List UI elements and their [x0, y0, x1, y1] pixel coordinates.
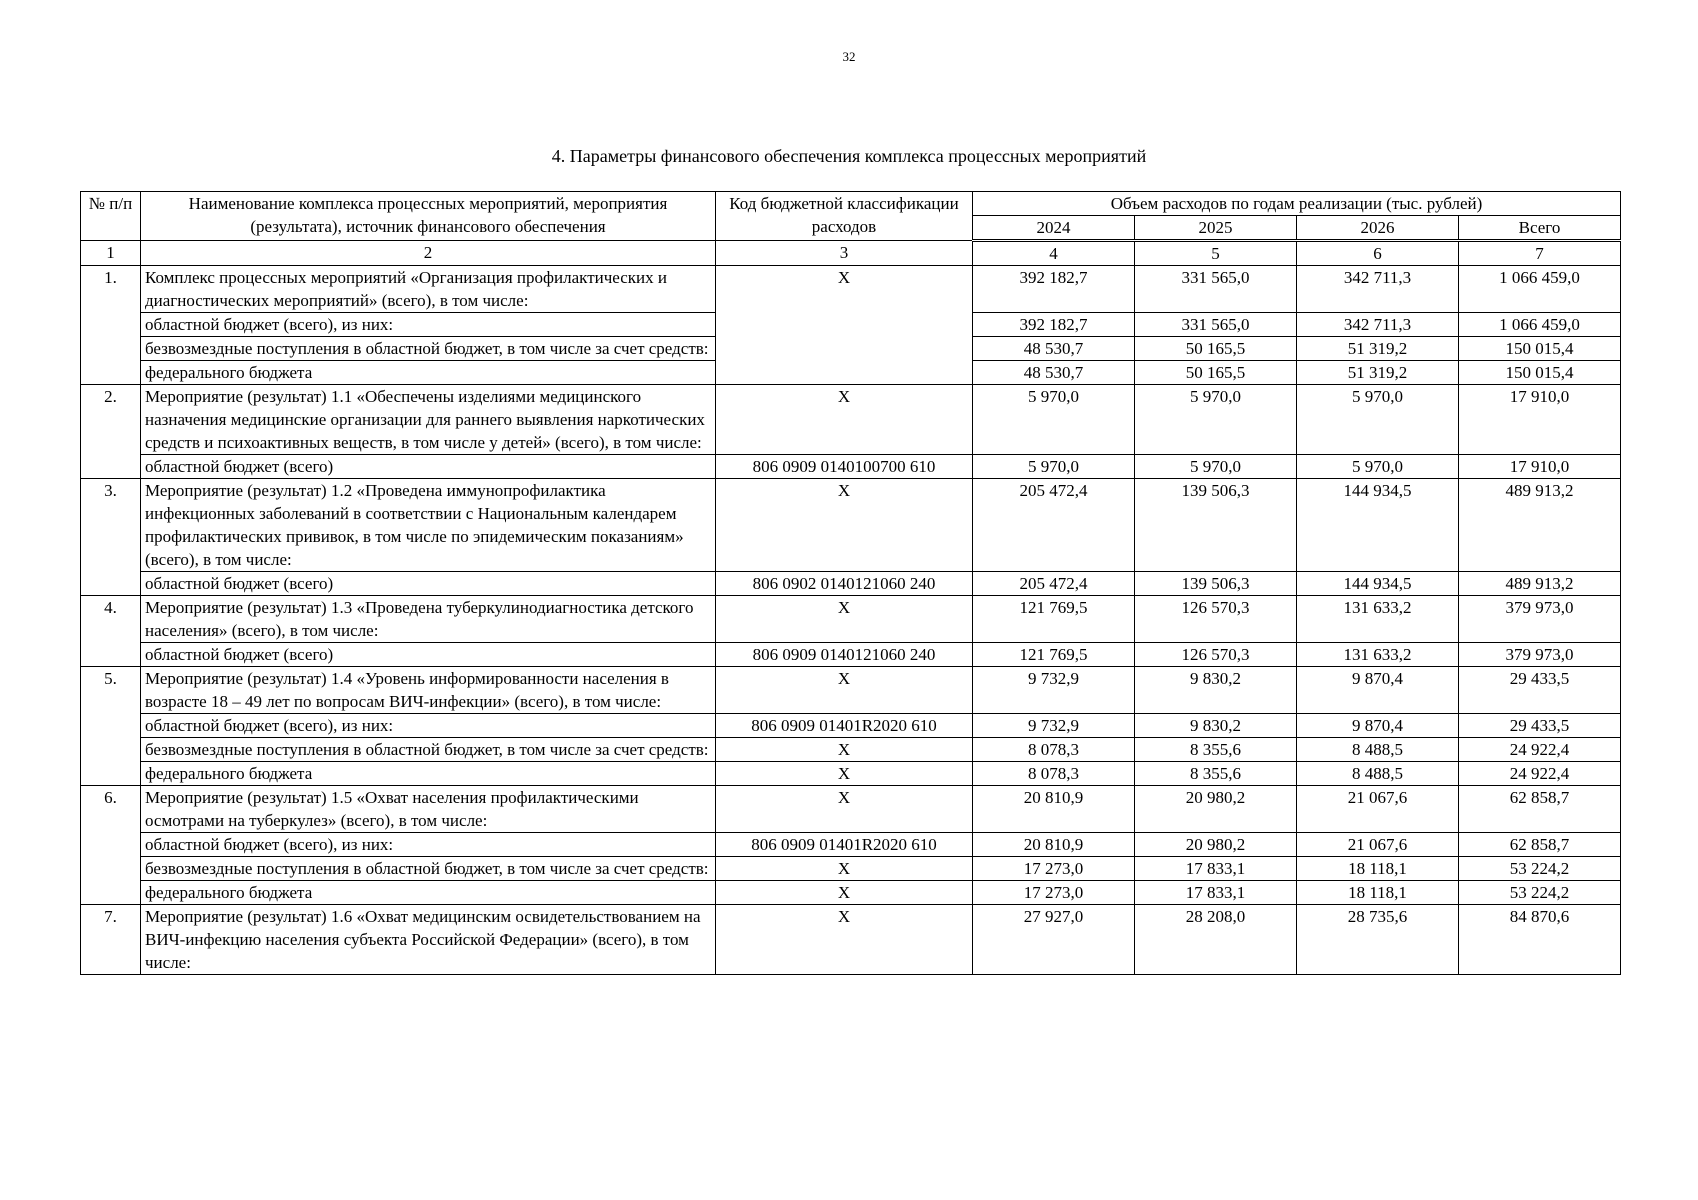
row-value-2024: 392 182,7 [973, 313, 1135, 337]
row-value-2024: 392 182,7 [973, 266, 1135, 313]
row-name: областной бюджет (всего), из них: [141, 833, 716, 857]
header-total: Всего [1459, 216, 1621, 241]
row-value-2024: 17 273,0 [973, 857, 1135, 881]
header-volume: Объем расходов по годам реализации (тыс. рублей) [973, 192, 1621, 216]
row-value-2024: 27 927,0 [973, 905, 1135, 975]
table-row [81, 572, 1621, 596]
row-name: безвозмездные поступления в областной бюджет, в том числе за счет средств: [141, 738, 716, 762]
row-value-2025: 331 565,0 [1135, 266, 1297, 313]
row-name: Мероприятие (результат) 1.2 «Проведена иммунопрофилактика инфекционных заболеваний в соответствии с Национальным календарем профилактических прививок, в том числе по эпидемическим показаниям» (всего), в том числе: [141, 479, 716, 572]
column-number: 2 [141, 241, 716, 266]
table-row [81, 385, 1621, 455]
row-code: X [716, 738, 973, 762]
table-row [81, 643, 1621, 667]
row-value-2026: 144 934,5 [1297, 479, 1459, 572]
row-value-2024: 5 970,0 [973, 385, 1135, 455]
row-value-2026: 18 118,1 [1297, 881, 1459, 905]
row-code: X [716, 786, 973, 833]
row-value-2024: 121 769,5 [973, 596, 1135, 643]
row-value-2026: 51 319,2 [1297, 337, 1459, 361]
row-total: 17 910,0 [1459, 455, 1621, 479]
header-year-2024: 2024 [973, 216, 1135, 241]
row-value-2026: 8 488,5 [1297, 762, 1459, 786]
row-value-2024: 17 273,0 [973, 881, 1135, 905]
row-code: X [716, 479, 973, 572]
row-value-2025: 139 506,3 [1135, 572, 1297, 596]
row-name: федерального бюджета [141, 762, 716, 786]
column-number: 7 [1459, 241, 1621, 266]
row-value-2025: 9 830,2 [1135, 714, 1297, 738]
column-number-row [81, 241, 1621, 266]
row-number: 5. [81, 667, 141, 786]
row-total: 53 224,2 [1459, 857, 1621, 881]
table-row [81, 786, 1621, 833]
row-code: X [716, 762, 973, 786]
row-value-2026: 342 711,3 [1297, 313, 1459, 337]
row-number: 7. [81, 905, 141, 975]
row-value-2026: 9 870,4 [1297, 714, 1459, 738]
page-number: 32 [842, 49, 856, 64]
row-code: X [716, 667, 973, 714]
financing-table [80, 191, 1621, 975]
row-code: X [716, 596, 973, 643]
column-number: 6 [1297, 241, 1459, 266]
header-name: Наименование комплекса процессных мероприятий, мероприятия (результата), источник финансового обеспечения [141, 192, 716, 241]
row-total: 29 433,5 [1459, 714, 1621, 738]
row-value-2026: 131 633,2 [1297, 643, 1459, 667]
row-value-2026: 5 970,0 [1297, 455, 1459, 479]
row-total: 150 015,4 [1459, 361, 1621, 385]
row-code: X [716, 905, 973, 975]
row-number: 1. [81, 266, 141, 385]
table-row [81, 266, 1621, 313]
row-code: 806 0902 0140121060 240 [716, 572, 973, 596]
row-value-2026: 5 970,0 [1297, 385, 1459, 455]
row-total: 379 973,0 [1459, 596, 1621, 643]
header-row [81, 192, 1621, 216]
row-value-2025: 5 970,0 [1135, 455, 1297, 479]
row-value-2025: 50 165,5 [1135, 361, 1297, 385]
row-name: федерального бюджета [141, 361, 716, 385]
table-row [81, 833, 1621, 857]
column-number: 5 [1135, 241, 1297, 266]
row-value-2026: 21 067,6 [1297, 833, 1459, 857]
row-value-2025: 8 355,6 [1135, 762, 1297, 786]
row-total: 17 910,0 [1459, 385, 1621, 455]
row-number: 2. [81, 385, 141, 479]
row-code: 806 0909 0140121060 240 [716, 643, 973, 667]
row-name: областной бюджет (всего), из них: [141, 714, 716, 738]
row-code: X [716, 385, 973, 455]
table-row [81, 596, 1621, 643]
column-number: 3 [716, 241, 973, 266]
row-total: 62 858,7 [1459, 833, 1621, 857]
row-number: 4. [81, 596, 141, 667]
row-total: 489 913,2 [1459, 479, 1621, 572]
row-code: 806 0909 01401R2020 610 [716, 833, 973, 857]
row-value-2025: 5 970,0 [1135, 385, 1297, 455]
row-value-2025: 17 833,1 [1135, 857, 1297, 881]
page-title: 4. Параметры финансового обеспечения комплекса процессных мероприятий [551, 146, 1147, 166]
row-name: областной бюджет (всего) [141, 455, 716, 479]
row-name: Мероприятие (результат) 1.5 «Охват населения профилактическими осмотрами на туберкулез» (всего), в том числе: [141, 786, 716, 833]
row-number: 6. [81, 786, 141, 905]
row-value-2026: 21 067,6 [1297, 786, 1459, 833]
row-value-2025: 126 570,3 [1135, 643, 1297, 667]
row-total: 29 433,5 [1459, 667, 1621, 714]
table-body [81, 266, 1621, 975]
row-value-2024: 8 078,3 [973, 738, 1135, 762]
row-code: X [716, 881, 973, 905]
row-total: 379 973,0 [1459, 643, 1621, 667]
row-name: Мероприятие (результат) 1.3 «Проведена туберкулинодиагностика детского населения» (всего), в том числе: [141, 596, 716, 643]
column-number: 1 [81, 241, 141, 266]
row-total: 53 224,2 [1459, 881, 1621, 905]
row-value-2026: 51 319,2 [1297, 361, 1459, 385]
row-number: 3. [81, 479, 141, 596]
row-total: 1 066 459,0 [1459, 313, 1621, 337]
row-value-2024: 48 530,7 [973, 361, 1135, 385]
row-total: 24 922,4 [1459, 738, 1621, 762]
table-row [81, 762, 1621, 786]
row-value-2025: 50 165,5 [1135, 337, 1297, 361]
row-value-2024: 205 472,4 [973, 572, 1135, 596]
row-name: областной бюджет (всего) [141, 643, 716, 667]
row-value-2026: 18 118,1 [1297, 857, 1459, 881]
row-value-2025: 9 830,2 [1135, 667, 1297, 714]
row-name: федерального бюджета [141, 881, 716, 905]
row-value-2024: 20 810,9 [973, 786, 1135, 833]
row-code: X [716, 266, 973, 385]
row-total: 1 066 459,0 [1459, 266, 1621, 313]
row-value-2025: 139 506,3 [1135, 479, 1297, 572]
row-value-2025: 126 570,3 [1135, 596, 1297, 643]
row-code: 806 0909 01401R2020 610 [716, 714, 973, 738]
header-number: № п/п [81, 192, 141, 241]
row-total: 62 858,7 [1459, 786, 1621, 833]
row-value-2026: 28 735,6 [1297, 905, 1459, 975]
row-value-2026: 144 934,5 [1297, 572, 1459, 596]
table-row [81, 857, 1621, 881]
header-code: Код бюджетной классификации расходов [716, 192, 973, 241]
row-name: областной бюджет (всего), из них: [141, 313, 716, 337]
table-row [81, 738, 1621, 762]
row-name: безвозмездные поступления в областной бюджет, в том числе за счет средств: [141, 337, 716, 361]
row-value-2024: 9 732,9 [973, 714, 1135, 738]
row-name: безвозмездные поступления в областной бюджет, в том числе за счет средств: [141, 857, 716, 881]
row-total: 150 015,4 [1459, 337, 1621, 361]
row-value-2024: 48 530,7 [973, 337, 1135, 361]
table-row [81, 905, 1621, 975]
row-value-2025: 8 355,6 [1135, 738, 1297, 762]
column-number: 4 [973, 241, 1135, 266]
header-year-2026: 2026 [1297, 216, 1459, 241]
row-name: Мероприятие (результат) 1.1 «Обеспечены изделиями медицинского назначения медицинские организации для раннего выявления наркотических средств и психоактивных веществ, в том числе у детей» (всего), в том числе: [141, 385, 716, 455]
row-value-2026: 131 633,2 [1297, 596, 1459, 643]
row-total: 24 922,4 [1459, 762, 1621, 786]
row-value-2025: 17 833,1 [1135, 881, 1297, 905]
row-value-2024: 8 078,3 [973, 762, 1135, 786]
row-value-2026: 342 711,3 [1297, 266, 1459, 313]
table-row [81, 881, 1621, 905]
row-value-2024: 9 732,9 [973, 667, 1135, 714]
row-total: 489 913,2 [1459, 572, 1621, 596]
row-value-2025: 28 208,0 [1135, 905, 1297, 975]
header-year-2025: 2025 [1135, 216, 1297, 241]
row-value-2026: 8 488,5 [1297, 738, 1459, 762]
row-total: 84 870,6 [1459, 905, 1621, 975]
table-row [81, 714, 1621, 738]
row-value-2026: 9 870,4 [1297, 667, 1459, 714]
row-value-2025: 331 565,0 [1135, 313, 1297, 337]
row-code: 806 0909 0140100700 610 [716, 455, 973, 479]
table-row [81, 667, 1621, 714]
row-value-2024: 205 472,4 [973, 479, 1135, 572]
table-row [81, 455, 1621, 479]
row-name: Мероприятие (результат) 1.6 «Охват медицинским освидетельствованием на ВИЧ-инфекцию населения субъекта Российской Федерации» (всего), в том числе: [141, 905, 716, 975]
table-row [81, 479, 1621, 572]
row-code: X [716, 857, 973, 881]
row-value-2025: 20 980,2 [1135, 786, 1297, 833]
row-value-2024: 20 810,9 [973, 833, 1135, 857]
row-value-2025: 20 980,2 [1135, 833, 1297, 857]
row-value-2024: 121 769,5 [973, 643, 1135, 667]
row-value-2024: 5 970,0 [973, 455, 1135, 479]
row-name: областной бюджет (всего) [141, 572, 716, 596]
row-name: Мероприятие (результат) 1.4 «Уровень информированности населения в возрасте 18 – 49 лет по вопросам ВИЧ-инфекции» (всего), в том числе: [141, 667, 716, 714]
row-name: Комплекс процессных мероприятий «Организация профилактических и диагностических мероприятий» (всего), в том числе: [141, 266, 716, 313]
